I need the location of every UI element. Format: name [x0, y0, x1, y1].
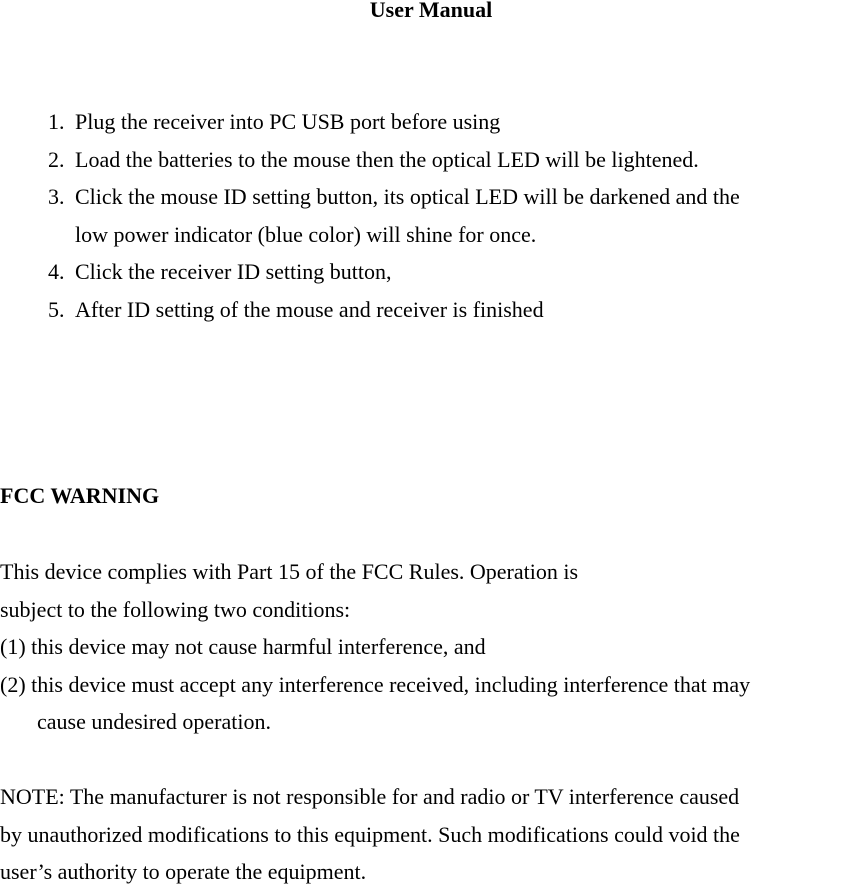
fcc-line: (1) this device may not cause harmful interference, and [0, 634, 486, 659]
step-number: 3. [48, 184, 65, 209]
note-line: NOTE: The manufacturer is not responsible for and radio or TV interference caused [0, 784, 740, 809]
instruction-step [48, 103, 848, 141]
fcc-warning-text [0, 553, 851, 741]
fcc-line: (2) this device must accept any interference received, including interference that may [0, 671, 751, 697]
fcc-line: subject to the following two conditions: [0, 596, 351, 622]
step-line: After ID setting of the mouse and receiver is finished [75, 296, 544, 322]
step-line: Load the batteries to the mouse then the optical LED will be lightened. [75, 146, 699, 172]
note-line: user’s authority to operate the equipment. [0, 859, 367, 884]
instruction-list [48, 103, 848, 328]
instruction-step [48, 141, 848, 179]
step-text [75, 178, 848, 253]
fcc-line: This device complies with Part 15 of the FCC Rules. Operation is [0, 559, 579, 584]
instruction-step [48, 291, 848, 329]
step-text [75, 141, 848, 179]
note-text [0, 778, 851, 891]
step-text [75, 253, 848, 291]
step-line: low power indicator (blue color) will shine for once. [75, 221, 537, 247]
fcc-line: cause undesired operation. [37, 709, 271, 734]
step-number: 1. [48, 109, 65, 134]
step-line: Click the receiver ID setting button, [75, 259, 392, 284]
note-line: by unauthorized modifications to this equipment. Such modifications could void the [0, 821, 740, 847]
instruction-step [48, 178, 848, 253]
step-number: 4. [48, 259, 65, 284]
step-line: Click the mouse ID setting button, its optical LED will be darkened and the [75, 184, 740, 209]
step-number: 2. [48, 146, 65, 172]
instruction-step [48, 253, 848, 291]
step-number: 5. [48, 296, 65, 322]
fcc-warning-heading: FCC WARNING [0, 483, 160, 508]
step-text [75, 291, 848, 329]
page-title: User Manual [369, 0, 493, 22]
step-text [75, 103, 848, 141]
step-line: Plug the receiver into PC USB port before using [75, 109, 501, 134]
